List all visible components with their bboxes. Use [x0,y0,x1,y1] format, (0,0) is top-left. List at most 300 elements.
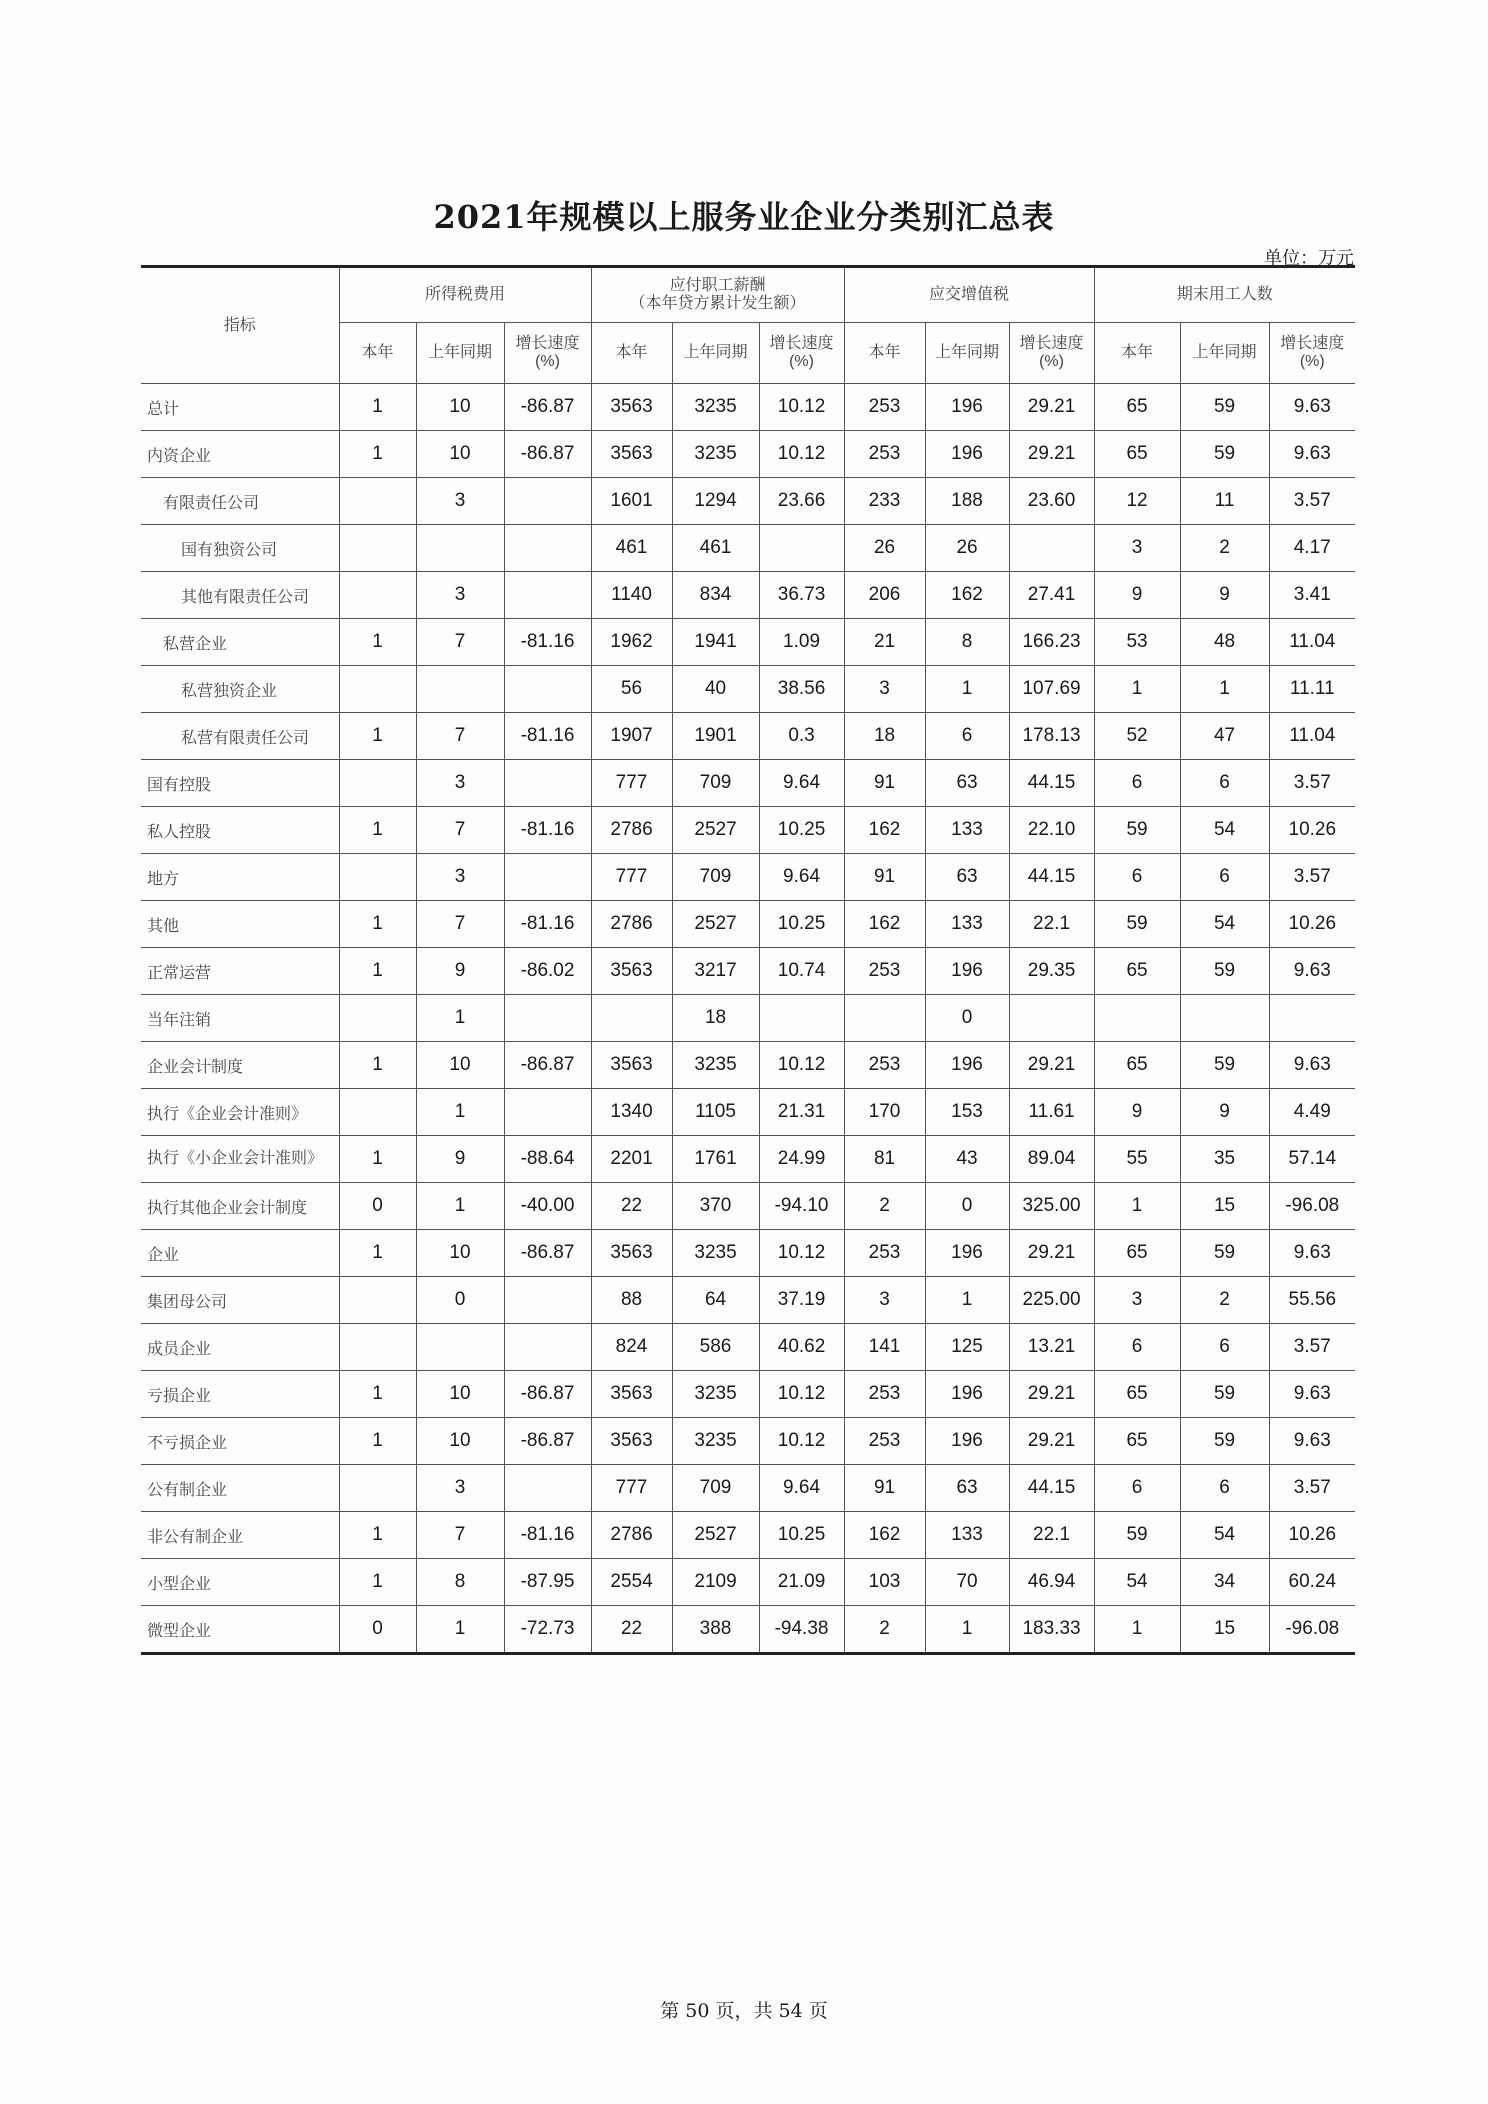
table-row [141,1042,1355,1089]
cell: 7 [416,901,504,948]
table-body [141,384,1355,1654]
row-label: 私营有限责任公司 [141,713,339,760]
cell: 46.94 [1009,1559,1094,1606]
cell [1094,995,1180,1042]
cell: 3.57 [1269,1324,1355,1371]
cell [504,995,591,1042]
cell: 3235 [672,1230,759,1277]
cell: 37.19 [759,1277,844,1324]
cell: 9 [1094,1089,1180,1136]
cell: 89.04 [1009,1136,1094,1183]
cell: 22.1 [1009,1512,1094,1559]
table-row [141,1089,1355,1136]
cell: 3235 [672,1418,759,1465]
cell: 3563 [591,431,672,478]
row-label: 成员企业 [141,1324,339,1371]
row-label: 有限责任公司 [141,478,339,525]
cell: 10.25 [759,901,844,948]
cell: 54 [1180,1512,1269,1559]
cell: 461 [591,525,672,572]
table-row [141,572,1355,619]
table-row [141,760,1355,807]
cell: 9.63 [1269,1042,1355,1089]
cell: 3.57 [1269,1465,1355,1512]
cell: 1 [339,1371,416,1418]
cell: 196 [925,384,1009,431]
cell: 2 [844,1606,925,1654]
cell: 162 [844,807,925,854]
cell [1009,525,1094,572]
cell: 36.73 [759,572,844,619]
row-label: 其他 [141,901,339,948]
cell: 65 [1094,1042,1180,1089]
cell: 44.15 [1009,854,1094,901]
cell: 91 [844,1465,925,1512]
cell: 24.99 [759,1136,844,1183]
cell: 3 [1094,1277,1180,1324]
cell: 1 [339,1512,416,1559]
cell: -96.08 [1269,1606,1355,1654]
cell: 3217 [672,948,759,995]
cell: 0 [416,1277,504,1324]
cell: 1901 [672,713,759,760]
cell: 7 [416,807,504,854]
cell: 824 [591,1324,672,1371]
cell: 9.63 [1269,431,1355,478]
table-row [141,1418,1355,1465]
cell: 133 [925,901,1009,948]
cell: 65 [1094,1418,1180,1465]
cell: 1941 [672,619,759,666]
cell [504,1465,591,1512]
cell: 47 [1180,713,1269,760]
cell: 11.11 [1269,666,1355,713]
cell: 10.12 [759,1230,844,1277]
table-row [141,1371,1355,1418]
cell: 22 [591,1606,672,1654]
cell: 1 [1180,666,1269,713]
cell: 21.31 [759,1089,844,1136]
cell: 59 [1180,1230,1269,1277]
cell: 2786 [591,1512,672,1559]
group-header-income-tax: 所得税费用 [339,267,591,323]
cell: 1 [416,1606,504,1654]
cell: 53 [1094,619,1180,666]
cell: 15 [1180,1183,1269,1230]
cell: 133 [925,807,1009,854]
cell: 59 [1180,1371,1269,1418]
cell: 1 [339,948,416,995]
cell: 11.61 [1009,1089,1094,1136]
row-label: 地方 [141,854,339,901]
table-row [141,666,1355,713]
row-label: 执行《小企业会计准则》 [141,1136,339,1183]
cell: 27.41 [1009,572,1094,619]
cell: -86.87 [504,384,591,431]
cell: 1 [339,619,416,666]
cell: -86.87 [504,1230,591,1277]
cell: -81.16 [504,1512,591,1559]
cell: 3 [416,478,504,525]
cell: 196 [925,1418,1009,1465]
subheader-g3-0: 本年 [1094,323,1180,384]
cell [339,854,416,901]
cell: 59 [1094,901,1180,948]
cell: 59 [1180,431,1269,478]
cell: 3563 [591,1230,672,1277]
cell: -94.38 [759,1606,844,1654]
cell [339,760,416,807]
cell: 1 [339,901,416,948]
cell: 54 [1180,807,1269,854]
cell: 10.12 [759,1371,844,1418]
cell: 10 [416,1230,504,1277]
row-label: 执行其他企业会计制度 [141,1183,339,1230]
cell: 2 [1180,1277,1269,1324]
cell: -86.87 [504,1418,591,1465]
cell: 59 [1094,1512,1180,1559]
cell: 1 [339,1230,416,1277]
cell: -81.16 [504,619,591,666]
cell [504,760,591,807]
cell: 64 [672,1277,759,1324]
row-label: 私人控股 [141,807,339,854]
table-row [141,807,1355,854]
cell: 1601 [591,478,672,525]
cell: 10 [416,431,504,478]
table-row [141,713,1355,760]
cell: 23.60 [1009,478,1094,525]
cell: 206 [844,572,925,619]
subheader-g2-0: 本年 [844,323,925,384]
unit-label: 单位：万元 [1264,248,1354,269]
cell: 1 [416,995,504,1042]
cell: 9.64 [759,1465,844,1512]
cell: 23.66 [759,478,844,525]
cell [504,854,591,901]
cell: 44.15 [1009,760,1094,807]
table-row [141,1559,1355,1606]
cell: 26 [925,525,1009,572]
row-label: 私营企业 [141,619,339,666]
cell [504,478,591,525]
cell: 461 [672,525,759,572]
subheader-g2-2: 增长速度 (%) [1009,323,1094,384]
cell: 0 [925,995,1009,1042]
cell: 9.63 [1269,1371,1355,1418]
cell: 253 [844,384,925,431]
cell: 253 [844,948,925,995]
cell: -72.73 [504,1606,591,1654]
cell: -96.08 [1269,1183,1355,1230]
row-label: 小型企业 [141,1559,339,1606]
cell: 6 [1094,1465,1180,1512]
row-label: 集团母公司 [141,1277,339,1324]
cell [504,1324,591,1371]
cell: 709 [672,760,759,807]
cell [339,478,416,525]
cell: 11.04 [1269,619,1355,666]
cell: 225.00 [1009,1277,1094,1324]
cell: 1 [416,1183,504,1230]
cell: 38.56 [759,666,844,713]
cell: 1105 [672,1089,759,1136]
cell: 63 [925,854,1009,901]
cell: 12 [1094,478,1180,525]
cell: 3.57 [1269,760,1355,807]
cell: 35 [1180,1136,1269,1183]
cell: 2554 [591,1559,672,1606]
cell: 125 [925,1324,1009,1371]
cell: 11.04 [1269,713,1355,760]
cell: 3 [1094,525,1180,572]
cell: 11 [1180,478,1269,525]
cell: 29.21 [1009,1371,1094,1418]
cell [759,525,844,572]
cell [416,525,504,572]
cell: 88 [591,1277,672,1324]
cell: 0.3 [759,713,844,760]
cell: 4.49 [1269,1089,1355,1136]
cell: -87.95 [504,1559,591,1606]
cell: 196 [925,1371,1009,1418]
table-row [141,1183,1355,1230]
cell: 56 [591,666,672,713]
cell: 21 [844,619,925,666]
cell: 59 [1180,1418,1269,1465]
cell: -81.16 [504,807,591,854]
cell: 3235 [672,431,759,478]
cell: 2 [844,1183,925,1230]
cell: 3 [416,854,504,901]
cell: 777 [591,1465,672,1512]
cell: 2786 [591,901,672,948]
cell: 18 [844,713,925,760]
cell: 1 [925,1277,1009,1324]
cell: -86.87 [504,1371,591,1418]
cell: 10 [416,384,504,431]
cell: 40.62 [759,1324,844,1371]
cell: 2786 [591,807,672,854]
cell: 2 [1180,525,1269,572]
cell: 9 [1180,1089,1269,1136]
table-row [141,431,1355,478]
cell [504,1277,591,1324]
cell: 196 [925,948,1009,995]
cell [591,995,672,1042]
cell: 65 [1094,1371,1180,1418]
cell: 9.63 [1269,384,1355,431]
cell: 162 [844,1512,925,1559]
cell: 10 [416,1042,504,1089]
cell: 9.64 [759,760,844,807]
row-label: 微型企业 [141,1606,339,1654]
row-label: 总计 [141,384,339,431]
cell: 777 [591,760,672,807]
cell: 178.13 [1009,713,1094,760]
cell: 3235 [672,384,759,431]
cell: -86.87 [504,1042,591,1089]
cell [1180,995,1269,1042]
group-header-headcount: 期末用工人数 [1094,267,1355,323]
cell: 3.57 [1269,854,1355,901]
cell: 7 [416,619,504,666]
row-label: 非公有制企业 [141,1512,339,1559]
cell [1269,995,1355,1042]
cell: 1 [1094,1606,1180,1654]
cell: 65 [1094,431,1180,478]
cell: 3563 [591,1418,672,1465]
row-label: 企业会计制度 [141,1042,339,1089]
cell: 6 [1180,1465,1269,1512]
cell: 10.12 [759,431,844,478]
cell: 10.25 [759,807,844,854]
cell: 1 [925,666,1009,713]
cell: 70 [925,1559,1009,1606]
cell: 3235 [672,1371,759,1418]
cell: 1 [339,713,416,760]
cell: 196 [925,1230,1009,1277]
cell: 3 [416,572,504,619]
cell: 10.26 [1269,807,1355,854]
cell: 709 [672,1465,759,1512]
table-row [141,1512,1355,1559]
cell: 60.24 [1269,1559,1355,1606]
table-row [141,1324,1355,1371]
cell: 6 [1094,760,1180,807]
cell: 183.33 [1009,1606,1094,1654]
cell: 1140 [591,572,672,619]
subheader-g3-2: 增长速度 (%) [1269,323,1355,384]
cell: 59 [1180,1042,1269,1089]
cell: 59 [1094,807,1180,854]
cell: 65 [1094,1230,1180,1277]
cell: 10.12 [759,1418,844,1465]
cell: 1 [1094,1183,1180,1230]
subheader-g0-0: 本年 [339,323,416,384]
cell: 3563 [591,384,672,431]
row-label: 不亏损企业 [141,1418,339,1465]
cell: 9 [416,1136,504,1183]
cell: 55 [1094,1136,1180,1183]
cell [1009,995,1094,1042]
group-header-payroll-text: 应付职工薪酬 （本年贷方累计发生额） [629,277,806,312]
row-label: 公有制企业 [141,1465,339,1512]
cell: 6 [1094,1324,1180,1371]
cell: 253 [844,1230,925,1277]
cell: 1.09 [759,619,844,666]
table-header [141,267,1355,384]
cell: 1 [416,1089,504,1136]
cell: 6 [1094,854,1180,901]
row-label: 其他有限责任公司 [141,572,339,619]
cell: 2201 [591,1136,672,1183]
cell: 1 [339,384,416,431]
cell: 18 [672,995,759,1042]
row-label: 内资企业 [141,431,339,478]
cell: 9.63 [1269,1418,1355,1465]
cell: 10.12 [759,384,844,431]
page-title: 2021年规模以上服务业企业分类别汇总表 [433,198,1055,236]
table-row [141,1136,1355,1183]
cell: 3.57 [1269,478,1355,525]
cell: 9 [416,948,504,995]
cell: 8 [416,1559,504,1606]
cell: 6 [1180,760,1269,807]
cell: 29.21 [1009,1418,1094,1465]
group-header-payroll [591,267,844,323]
cell: 65 [1094,384,1180,431]
cell [339,1465,416,1512]
cell [844,995,925,1042]
cell: 10.26 [1269,1512,1355,1559]
row-label: 亏损企业 [141,1371,339,1418]
cell: 10.74 [759,948,844,995]
cell [339,1324,416,1371]
cell: 91 [844,854,925,901]
cell: 2527 [672,807,759,854]
cell: 9.63 [1269,1230,1355,1277]
cell: 170 [844,1089,925,1136]
cell [339,995,416,1042]
cell: 1761 [672,1136,759,1183]
table-row [141,948,1355,995]
cell: 4.17 [1269,525,1355,572]
cell: 1 [1094,666,1180,713]
cell: 9.63 [1269,948,1355,995]
cell: -81.16 [504,901,591,948]
cell: 6 [1180,1324,1269,1371]
row-label: 执行《企业会计准则》 [141,1089,339,1136]
cell: 253 [844,1371,925,1418]
cell: 59 [1180,948,1269,995]
cell: 9 [1180,572,1269,619]
cell: 777 [591,854,672,901]
cell: 3 [416,1465,504,1512]
cell [759,995,844,1042]
cell: 2527 [672,901,759,948]
cell: 9 [1094,572,1180,619]
table-row [141,1606,1355,1654]
table-row [141,525,1355,572]
page-footer: 第 50 页，共 54 页 [660,2000,828,2022]
subheader-g1-2: 增长速度 (%) [759,323,844,384]
cell: 1 [339,1418,416,1465]
cell: 3 [844,666,925,713]
cell: 3.41 [1269,572,1355,619]
cell [504,666,591,713]
cell [339,666,416,713]
cell: -86.02 [504,948,591,995]
cell [416,666,504,713]
cell: 63 [925,760,1009,807]
cell: 7 [416,713,504,760]
cell: 709 [672,854,759,901]
group-header-vat: 应交增值税 [844,267,1094,323]
cell: 1340 [591,1089,672,1136]
cell: 6 [1180,854,1269,901]
cell: 107.69 [1009,666,1094,713]
cell: 29.21 [1009,384,1094,431]
cell: 3563 [591,1042,672,1089]
cell [504,1089,591,1136]
cell: 834 [672,572,759,619]
cell: 3563 [591,1371,672,1418]
cell: 3235 [672,1042,759,1089]
cell: 1 [339,1559,416,1606]
cell: 162 [925,572,1009,619]
cell: 1 [339,1136,416,1183]
